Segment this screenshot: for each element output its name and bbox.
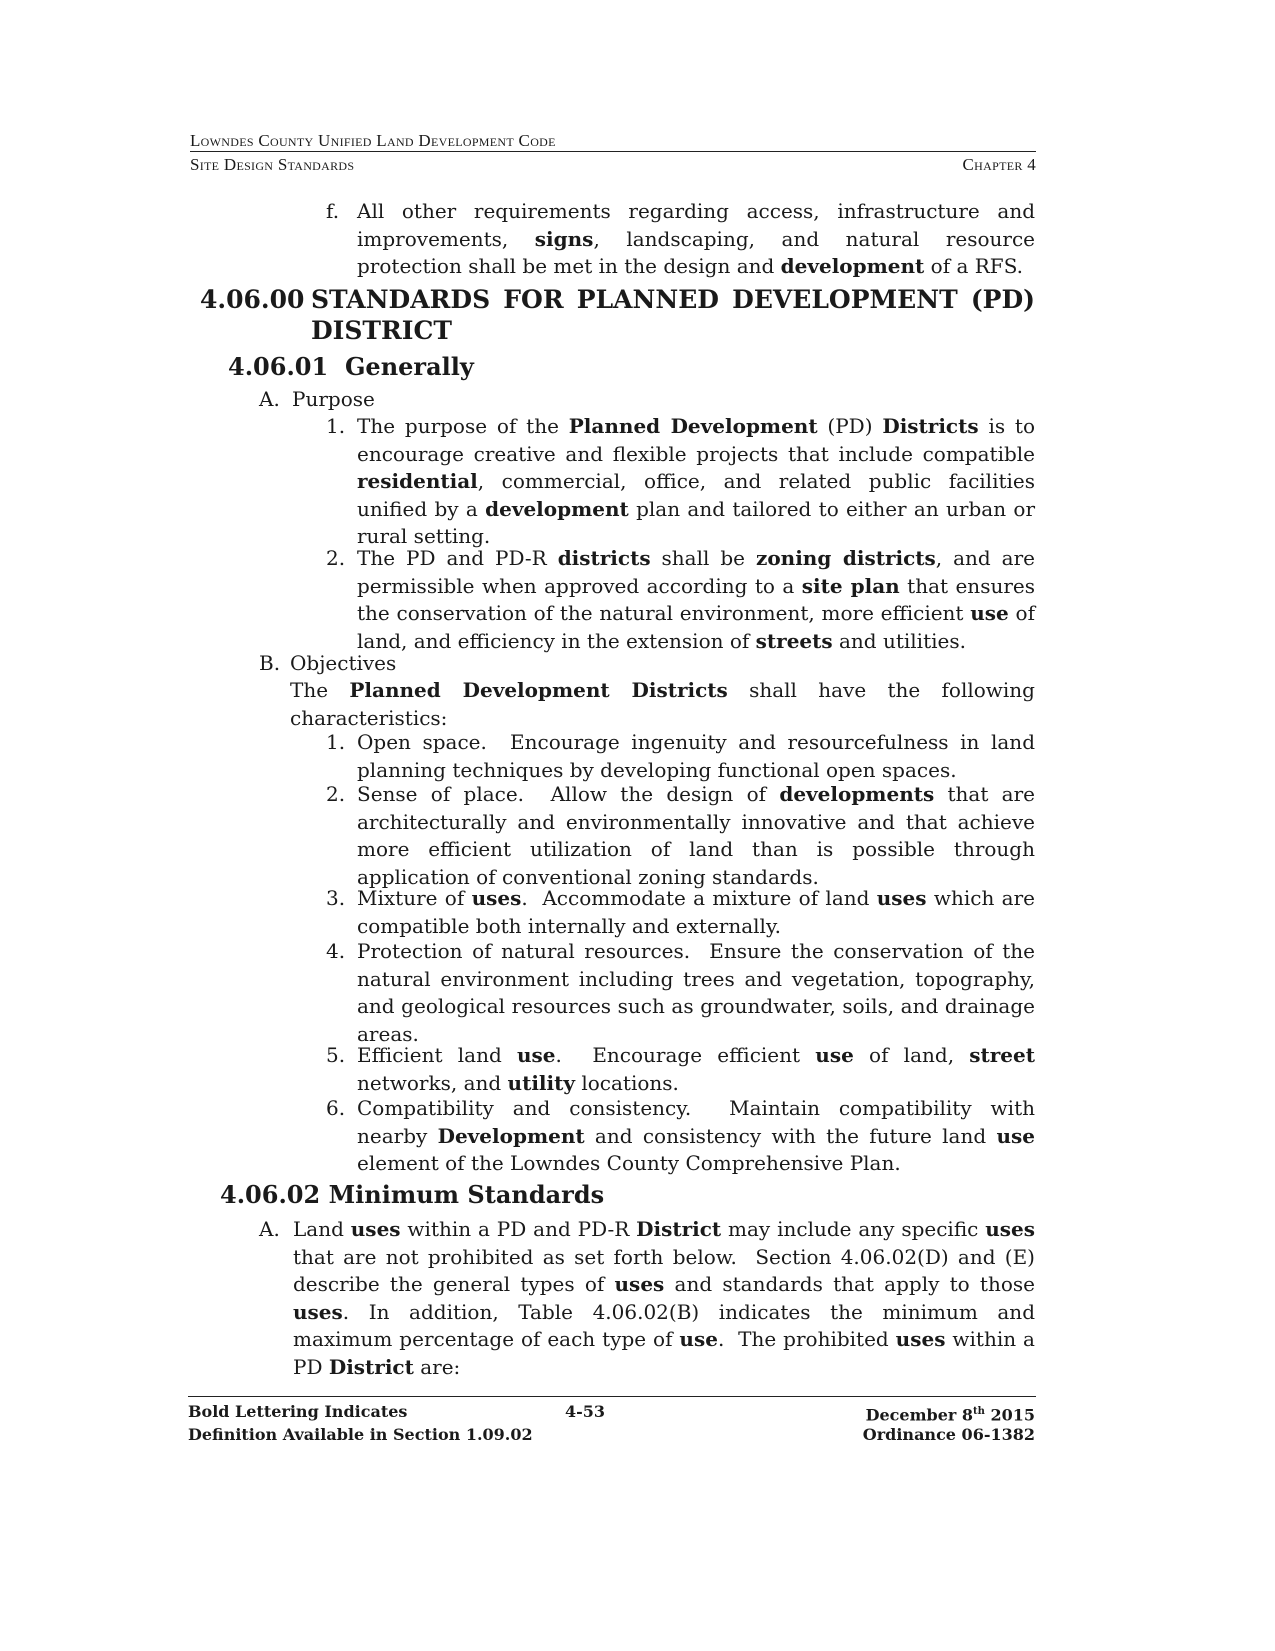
list-number: 1. (326, 414, 346, 438)
list-item: Mixture of uses. Accommodate a mixture of land uses which are compatible both internally and externally. (357, 886, 1035, 938)
minimum-standards-text: Land uses within a PD and PD-R District may include any specific uses that are not prohibited as set forth below. Section 4.06.02(D) and (E) describe the general types of uses and standards that apply to those uses. In addition, Table 4.06.02(B) indicates the minimum and maximum percentage of each type of use. The prohibited uses within a PD District are: (293, 1217, 1036, 1379)
subsection-marker: B. (259, 651, 281, 675)
list-item: Sense of place. Allow the design of developments that are architecturally and environmentally innovative and that achieve more efficient utilization of land than is possible through application of conventional zoning standards. (357, 782, 1035, 889)
list-number: 1. (326, 730, 346, 754)
section-number: 4.06.00 (200, 285, 305, 314)
subsection-marker: A. (259, 1217, 280, 1241)
footer-note-line2: Definition Available in Section 1.09.02 (188, 1425, 533, 1444)
item-f-text: All other requirements regarding access, infrastructure and improvements, signs, landscaping, and natural resource protection shall be met in the design and development of a RFS. (357, 199, 1036, 278)
list-number: 6. (326, 1096, 346, 1120)
list-item: Protection of natural resources. Ensure the conservation of the natural environment including trees and vegetation, topography, and geological resources such as groundwater, soils, and drainage areas. (357, 939, 1035, 1046)
footer-rule (188, 1396, 1036, 1397)
subsection-heading (220, 1180, 604, 1210)
subsection-label: Objectives (290, 651, 397, 675)
subsection-number: 4.06.01 (228, 352, 329, 381)
chapter-label: Chapter 4 (962, 155, 1036, 174)
subsection-title: Generally (344, 352, 474, 381)
list-number: 4. (326, 939, 346, 963)
list-number: 5. (326, 1043, 346, 1067)
subsection-label: Purpose (292, 387, 375, 411)
section-title: Site Design Standards (190, 155, 355, 174)
subsection-heading (228, 352, 474, 382)
objectives-intro: The Planned Development Districts shall have the following characteristics: (290, 678, 1035, 730)
list-number: 2. (326, 546, 346, 570)
list-item: The PD and PD-R districts shall be zoning districts, and are permissible when approved according to a site plan that ensures the conservation of the natural environment, more efficient use of land, and efficiency in the extension of streets and utilities. (357, 546, 1036, 653)
header-rule (190, 151, 1036, 152)
list-item: Efficient land use. Encourage efficient use of land, street networks, and utility locations. (357, 1043, 1035, 1095)
list-item: Open space. Encourage ingenuity and resourcefulness in land planning techniques by developing functional open spaces. (357, 730, 1035, 782)
footer-note-line1: Bold Lettering Indicates (188, 1402, 408, 1421)
code-title: Lowndes County Unified Land Development Code (190, 131, 556, 150)
footer-ordinance: Ordinance 06-1382 (862, 1425, 1035, 1444)
subsection-marker: A. (259, 387, 280, 411)
subsection-title: Minimum Standards (328, 1180, 605, 1209)
footer-date: December 8th 2015 (865, 1405, 1035, 1425)
page-number: 4-53 (565, 1402, 606, 1421)
list-number: 2. (326, 782, 346, 806)
list-item: Compatibility and consistency. Maintain compatibility with nearby Development and consistency with the future land use element of the Lowndes County Comprehensive Plan. (357, 1096, 1035, 1175)
section-heading: STANDARDS FOR PLANNED DEVELOPMENT (PD) DISTRICT (311, 285, 1035, 345)
subsection-number: 4.06.02 (220, 1180, 321, 1209)
list-item: The purpose of the Planned Development (PD) Districts is to encourage creative and flexible projects that include compatible residential, commercial, office, and related public facilities unified by a development plan and tailored to either an urban or rural setting. (357, 414, 1036, 548)
list-number: 3. (326, 886, 346, 910)
item-marker: f. (326, 199, 340, 223)
